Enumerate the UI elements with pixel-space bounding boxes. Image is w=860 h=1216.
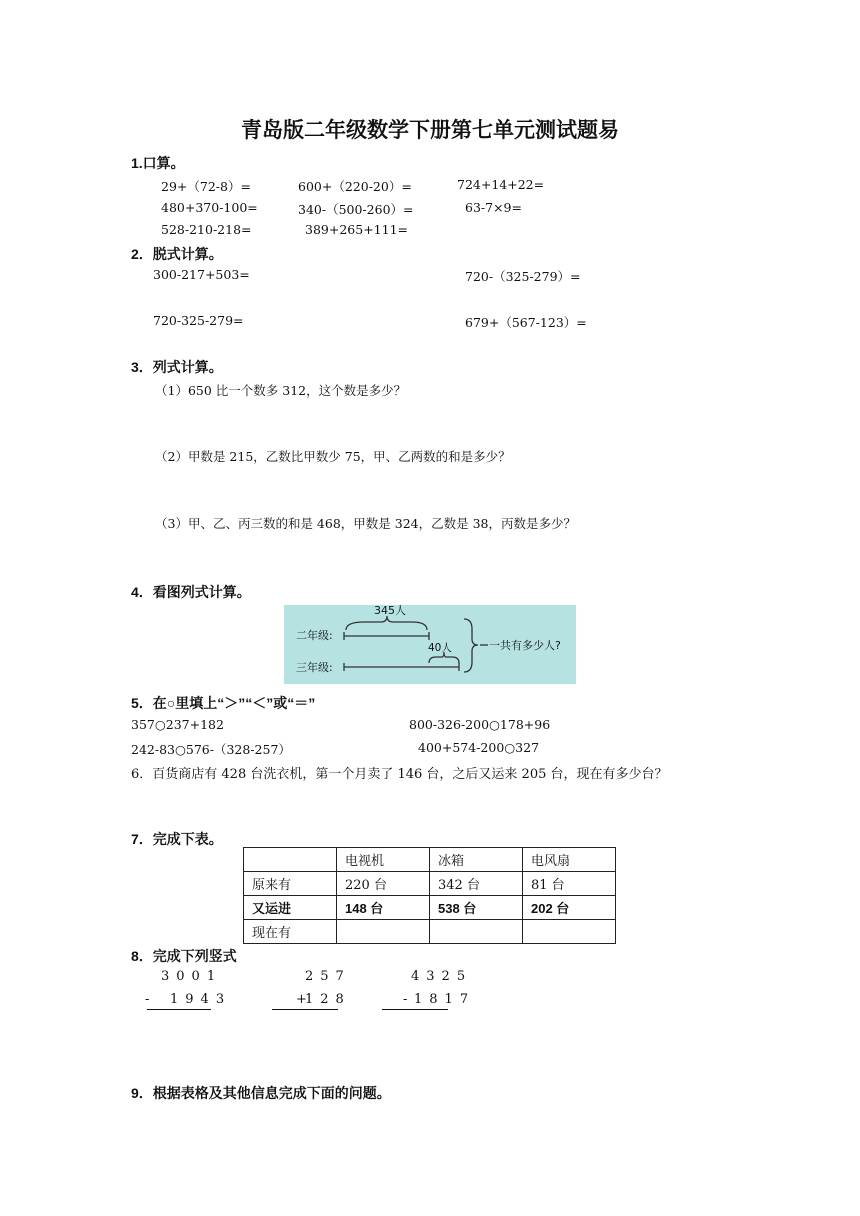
grade2-label: 二年级: [296, 629, 333, 642]
top-value-label: 345人 [374, 604, 406, 617]
mental-math-item: 340-（500-260）= [298, 202, 414, 217]
vertical-operator: - [145, 992, 150, 1007]
table-cell [430, 920, 523, 944]
section-2-heading: 2．脱式计算。 [131, 246, 223, 262]
section-9-heading: 9．根据表格及其他信息完成下面的问题。 [131, 1085, 391, 1101]
vertical-operator: + [296, 992, 307, 1007]
step-calc-item: 720-325-279= [153, 313, 244, 328]
word-problem: （1）650 比一个数多 312，这个数是多少？ [155, 383, 407, 398]
vertical-bottom-number: 128 [305, 992, 351, 1007]
page-title: 青岛版二年级数学下册第七单元测试题易 [241, 118, 619, 142]
vertical-operator: - [403, 992, 408, 1007]
question-label: 一共有多少人? [489, 639, 561, 652]
section-6-problem: 6．百货商店有 428 台洗衣机，第一个月卖了 146 台，之后又运来 205 台，现在有多少台？ [131, 767, 668, 782]
table-row [244, 872, 616, 896]
section-4-heading: 4．看图列式计算。 [131, 584, 251, 600]
table-cell: 电风扇 [523, 848, 616, 872]
compare-item: 800-326-200○178+96 [409, 717, 551, 732]
vertical-bottom-number: 1817 [414, 992, 476, 1007]
vertical-underline [382, 1009, 448, 1010]
table-cell: 81 台 [523, 872, 616, 896]
mental-math-item: 63-7×9= [465, 200, 522, 215]
table-cell: 220 台 [337, 872, 430, 896]
table-cell: 202 台 [523, 896, 616, 920]
section-5-heading: 5．在○里填上“＞”“＜”或“＝” [131, 695, 316, 711]
mental-math-item: 724+14+22= [457, 177, 545, 192]
section-3-heading: 3．列式计算。 [131, 359, 223, 375]
table-row [244, 896, 616, 920]
vertical-bottom-number: 1943 [170, 992, 232, 1007]
step-calc-item: 679+（567-123）= [465, 315, 587, 330]
table-cell: 342 台 [430, 872, 523, 896]
word-problem: （2）甲数是 215，乙数比甲数少 75，甲、乙两数的和是多少？ [155, 449, 511, 464]
vertical-underline [272, 1009, 338, 1010]
section-1-heading: 1.口算。 [131, 155, 185, 171]
line-diagram-figure [284, 605, 576, 684]
inventory-table [243, 847, 616, 944]
table-cell: 现在有 [244, 920, 337, 944]
vertical-top-number: 257 [305, 969, 351, 984]
step-calc-item: 720-（325-279）= [465, 269, 581, 284]
table-cell [523, 920, 616, 944]
vertical-top-number: 4325 [411, 969, 473, 984]
compare-item: 357○237+182 [131, 717, 224, 732]
right-brace [464, 619, 478, 672]
grade3-label: 三年级: [296, 661, 333, 674]
compare-item: 400+574-200○327 [418, 740, 540, 755]
table-cell [244, 848, 337, 872]
diff-value-label: 40人 [428, 642, 452, 654]
table-cell: 原来有 [244, 872, 337, 896]
mental-math-item: 389+265+111= [305, 222, 408, 237]
table-cell: 又运进 [244, 896, 337, 920]
table-cell: 冰箱 [430, 848, 523, 872]
mental-math-item: 528-210-218= [161, 222, 252, 237]
mental-math-item: 600+（220-20）= [298, 179, 412, 194]
compare-item: 242-83○576-（328-257） [131, 742, 291, 757]
table-header-row [244, 848, 616, 872]
step-calc-item: 300-217+503= [153, 267, 250, 282]
vertical-top-number: 3001 [161, 969, 223, 984]
table-row [244, 920, 616, 944]
table-cell: 538 台 [430, 896, 523, 920]
table-cell [337, 920, 430, 944]
section-8-heading: 8．完成下列竖式 [131, 948, 237, 964]
vertical-underline [147, 1009, 211, 1010]
mental-math-item: 480+370-100= [161, 200, 258, 215]
mental-math-item: 29+（72-8）= [161, 179, 251, 194]
word-problem: （3）甲、乙、丙三数的和是 468，甲数是 324，乙数是 38，丙数是多少？ [155, 516, 576, 531]
table-cell: 148 台 [337, 896, 430, 920]
top-brace [346, 616, 427, 630]
table-cell: 电视机 [337, 848, 430, 872]
section-7-heading: 7．完成下表。 [131, 831, 223, 847]
